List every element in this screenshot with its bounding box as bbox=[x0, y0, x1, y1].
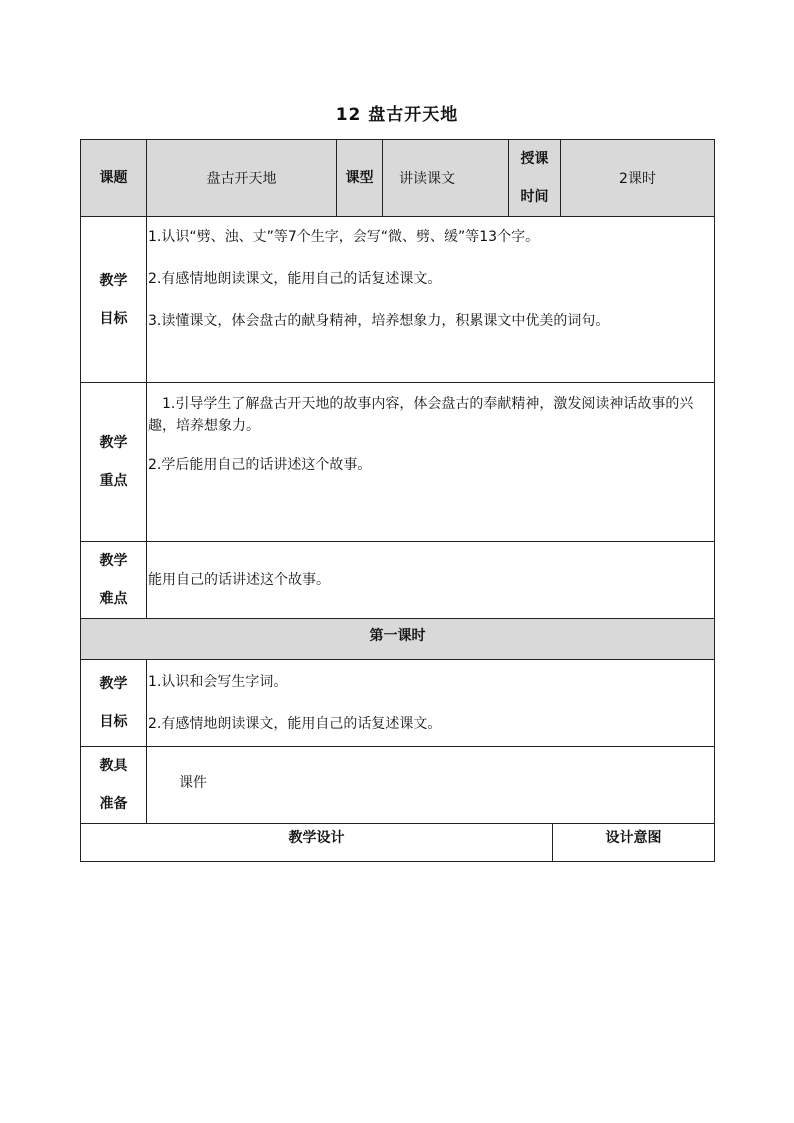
tools-content-cell bbox=[147, 747, 715, 824]
design-right-label: 设计意图 bbox=[605, 830, 662, 846]
difficulties-label-cell bbox=[81, 542, 147, 619]
period-heading-cell bbox=[81, 619, 715, 660]
time-label-cell bbox=[509, 140, 561, 217]
type-label-cell bbox=[337, 140, 383, 217]
difficulties-label-line1: 教学 bbox=[99, 553, 128, 569]
tools-label-cell bbox=[81, 747, 147, 824]
goals-label-line2: 目标 bbox=[99, 310, 128, 327]
design-left-cell bbox=[81, 824, 553, 862]
type-value: 讲读课文 bbox=[399, 171, 455, 187]
lesson-plan-table bbox=[80, 139, 715, 862]
goals-label-cell bbox=[81, 217, 147, 383]
topic-label-cell bbox=[81, 140, 147, 217]
period-goals-label-line2: 目标 bbox=[99, 714, 128, 730]
header-row bbox=[81, 140, 715, 217]
goal-item: 1.认识“劈、浊、丈”等7个生字，会写“微、劈、缓”等13个字。 bbox=[148, 229, 540, 245]
period-heading-row bbox=[81, 619, 715, 660]
key-point-item: 1.引导学生了解盘古开天地的故事内容，体会盘古的奉献精神，激发阅读神话故事的兴趣，培养想象力。 bbox=[148, 396, 694, 434]
design-right-cell bbox=[553, 824, 715, 862]
design-left-label: 教学设计 bbox=[288, 830, 345, 846]
period-goal-item: 2.有感情地朗读课文，能用自己的话复述课文。 bbox=[148, 716, 442, 732]
period-goals-row bbox=[81, 660, 715, 747]
period-goal-item: 1.认识和会写生字词。 bbox=[148, 674, 288, 690]
key-points-label-line2: 重点 bbox=[99, 473, 128, 489]
period-heading: 第一课时 bbox=[369, 628, 426, 644]
key-point-item: 2.学后能用自己的话讲述这个故事。 bbox=[148, 457, 372, 473]
design-header-row bbox=[81, 824, 715, 862]
key-points-label-line1: 教学 bbox=[99, 435, 128, 451]
tools-label-line2: 准备 bbox=[99, 796, 128, 812]
goals-content-cell bbox=[147, 217, 715, 383]
key-points-row bbox=[81, 383, 715, 542]
goals-row bbox=[81, 217, 715, 383]
tools-label-line1: 教具 bbox=[99, 758, 128, 774]
time-label-line1: 授课 bbox=[520, 151, 549, 167]
difficulties-label-line2: 难点 bbox=[99, 591, 128, 607]
topic-value: 盘古开天地 bbox=[206, 171, 277, 187]
goal-item: 2.有感情地朗读课文，能用自己的话复述课文。 bbox=[148, 271, 442, 287]
goals-label-line1: 教学 bbox=[99, 272, 128, 289]
time-value-cell bbox=[561, 140, 715, 217]
period-goals-label-line1: 教学 bbox=[99, 676, 128, 692]
time-value: 2课时 bbox=[619, 171, 656, 187]
period-goals-label-cell bbox=[81, 660, 147, 747]
topic-value-cell bbox=[147, 140, 337, 217]
page-title: 12 盘古开天地 bbox=[335, 105, 459, 125]
type-value-cell bbox=[383, 140, 509, 217]
difficulties-content-cell bbox=[147, 542, 715, 619]
goal-item: 3.读懂课文，体会盘古的献身精神，培养想象力，积累课文中优美的词句。 bbox=[148, 313, 610, 329]
key-points-label-cell bbox=[81, 383, 147, 542]
tools-row bbox=[81, 747, 715, 824]
difficulties-text: 能用自己的话讲述这个故事。 bbox=[148, 572, 330, 588]
tools-value: 课件 bbox=[179, 775, 207, 791]
key-points-content-cell bbox=[147, 383, 715, 542]
type-label: 课型 bbox=[345, 170, 374, 186]
time-label-line2: 时间 bbox=[520, 189, 549, 205]
period-goals-content-cell bbox=[147, 660, 715, 747]
topic-label: 课题 bbox=[99, 170, 128, 186]
difficulties-row bbox=[81, 542, 715, 619]
